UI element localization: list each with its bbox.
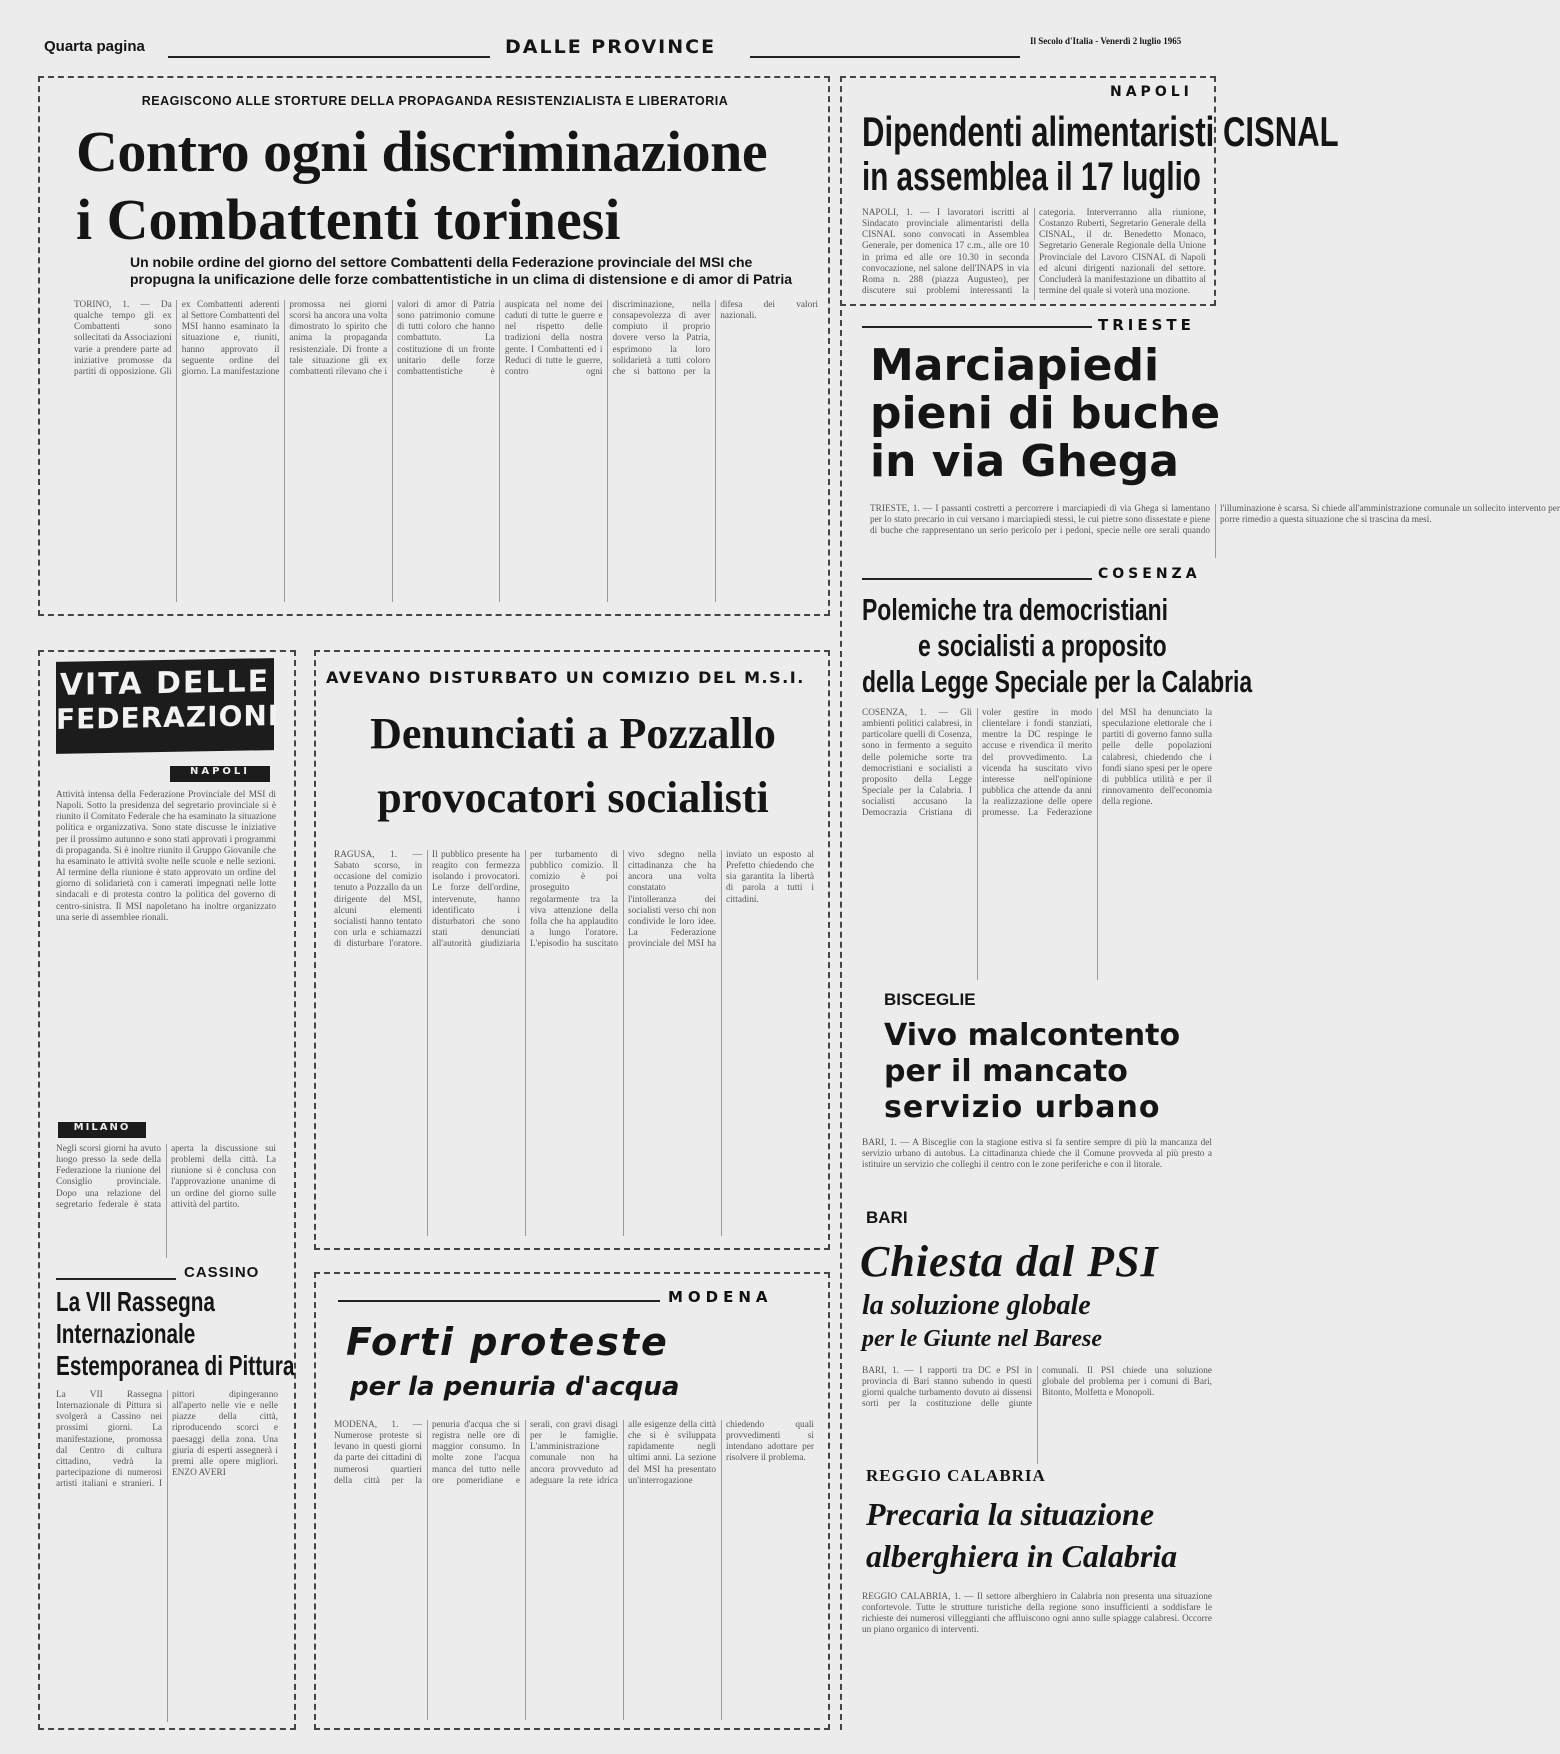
trieste-headline-2: pieni di buche bbox=[870, 388, 1221, 439]
trieste-rule bbox=[862, 326, 1092, 328]
cassino-tag: CASSINO bbox=[184, 1264, 260, 1281]
trieste-tag: TRIESTE bbox=[1098, 316, 1195, 334]
bari-headline-1: Chiesta dal PSI bbox=[860, 1237, 1159, 1286]
napoli-body: NAPOLI, 1. — I lavoratori iscritti al Sindacato provinciale alimentaristi della CISNAL sono convocati in Assemblea Generale, per domenica 17 c.m., alle ore 10 in prima ed alle ore 10.30 in seconda convocazione, nel salone dell'INAPS in via Roma n. 288 (piazza Augusteo), per discutere sui problemi interessanti la categoria. Interverranno alla riunione, Costanzo Ruberti, Segretario Generale della CISNAL, il dr. Benedetto Monaco, Segretario Generale Regionale della Unione Provinciale del Lavoro CISNAL di Napoli ed alcuni dirigenti nazionali del settore. Concluderà la manifestazione un dibattito al termine del quale si voterà una mozione. bbox=[862, 208, 1206, 297]
cosenza-headline-3: della Legge Speciale per la Calabria bbox=[862, 664, 1253, 699]
bisceglie-headline-2: per il mancato bbox=[884, 1054, 1128, 1089]
pozzallo-headline-2: provocatori socialisti bbox=[377, 773, 769, 822]
vita-milano-tag: MILANO bbox=[58, 1122, 146, 1138]
torino-summary: Un nobile ordine del giorno del settore Combattenti della Federazione provinciale del MSI che propugna la unificazione delle forze combattentistiche in un clima di distensione e di amor di Patria bbox=[130, 254, 793, 288]
modena-body: MODENA, 1. — Numerose proteste si levano in questi giorni da parte dei cittadini di numerosi quartieri della città per la penuria d'acqua che si registra nelle ore di maggior consumo. In molte zone l'acqua manca del tutto nelle ore pomeridiane e serali, con gravi disagi per le famiglie. L'amministrazione comunale non ha ancora provveduto ad adeguare la rete idrica alle esigenze della città che si è sviluppata rapidamente negli ultimi anni. La sezione del MSI ha presentato un'interrogazione chiedendo quali provvedimenti si intendano adottare per risolvere il problema. bbox=[334, 1420, 814, 1486]
bari-headline-2: la soluzione globale bbox=[862, 1290, 1091, 1321]
vita-napoli-tag: NAPOLI bbox=[170, 766, 270, 782]
cassino-headline-2: Internazionale bbox=[56, 1318, 196, 1349]
torino-kicker: REAGISCONO ALLE STORTURE DELLA PROPAGANDA RESISTENZIALISTA E LIBERATORIA bbox=[141, 94, 729, 108]
cosenza-rule bbox=[862, 578, 1092, 580]
header-rule-right bbox=[750, 56, 1020, 58]
trieste-headline-1: Marciapiedi bbox=[870, 340, 1160, 391]
cosenza-body: COSENZA, 1. — Gli ambienti politici calabresi, in particolare quelli di Cosenza, sono in fermento a seguito delle polemiche sorte tra democristiani e socialisti a proposito della Legge Speciale per la Calabria. I socialisti accusano la Democrazia Cristiana di voler gestire in modo clientelare i fondi stanziati, mentre la DC respinge le accuse e rivendica il merito del provvedimento. La vicenda ha suscitato vivo interesse nell'opinione pubblica che attende da anni la realizzazione delle opere promesse. La Federazione del MSI ha denunciato la speculazione elettorale che i partiti di governo fanno sulla pelle delle popolazioni calabresi, chiedendo che i fondi siano spesi per le opere di pubblica utilità e per il rinnovamento dell'economia della regione. bbox=[862, 708, 1212, 819]
napoli-headline-2: in assemblea il 17 luglio bbox=[862, 155, 1201, 199]
bisceglie-body: BARI, 1. — A Bisceglie con la stagione estiva si fa sentire sempre di più la mancanza del servizio urbano di autobus. La cittadinanza chiede che il Comune provveda al più presto a istituire un servizio che colleghi il centro con le zone periferiche e con il litorale. bbox=[862, 1138, 1212, 1171]
cosenza-headline-2: e socialisti a proposito bbox=[918, 628, 1167, 663]
bari-tag: BARI bbox=[866, 1208, 908, 1227]
napoli-headline-1: Dipendenti alimentaristi CISNAL bbox=[862, 108, 1339, 155]
pozzallo-body: RAGUSA, 1. — Sabato scorso, in occasione del comizio tenuto a Pozzallo da un dirigente del MSI, alcuni elementi socialisti hanno tentato con urla e schiamazzi di disturbare l'oratore. Il pubblico presente ha reagito con fermezza isolando i provocatori. Le forze dell'ordine, intervenute, hanno identificato i disturbatori che sono stati denunciati all'autorità giudiziaria per turbamento di pubblico comizio. Il comizio è poi proseguito regolarmente tra la viva attenzione della folla che ha applaudito a lungo l'oratore. L'episodio ha suscitato vivo sdegno nella cittadinanza che ha ancora una volta constatato l'intolleranza dei socialisti verso chi non condivide le loro idee. La Federazione provinciale del MSI ha inviato un esposto al Prefetto chiedendo che sia garantita la libertà di parola a tutti i cittadini. bbox=[334, 850, 814, 950]
modena-headline-2: per la penuria d'acqua bbox=[350, 1372, 680, 1402]
cassino-headline-1: La VII Rassegna bbox=[56, 1286, 215, 1317]
cosenza-headline-1: Polemiche tra democristiani bbox=[862, 592, 1168, 627]
modena-rule bbox=[338, 1300, 660, 1302]
pozzallo-headline-1: Denunciati a Pozzallo bbox=[370, 709, 776, 758]
bisceglie-tag: BISCEGLIE bbox=[884, 990, 976, 1009]
torino-headline-2: i Combattenti torinesi bbox=[76, 187, 621, 252]
vita-logo-line1: VITA DELLE bbox=[59, 664, 271, 703]
torino-body: TORINO, 1. — Da qualche tempo gli ex Combattenti sono sollecitati da Associazioni varie a prendere parte ad iniziative promosse da partiti di opposizione. Gli ex Combattenti aderenti al Settore Combattenti del MSI hanno esaminato la situazione e, riuniti, hanno approvato il seguente ordine del giorno. La manifestazione promossa nei giorni scorsi ha ancora una volta dimostrato lo spirito che anima la propaganda resistenziale. Di fronte a tale situazione gli ex combattenti rilevano che i valori di amor di Patria sono patrimonio comune di tutti coloro che hanno combattuto. La costituzione di un fronte unitario delle forze combattentistiche è auspicata nel nome dei caduti di tutte le guerre e nel rispetto delle tradizioni della nostra gente. I Combattenti ed i Reduci di tutte le guerre, contro ogni discriminazione, nella consapevolezza di aver compiuto il proprio dovere verso la Patria, esprimono la loro solidarietà a tutti coloro che si battono per la difesa dei valori nazionali. bbox=[74, 300, 818, 377]
right-column-divider bbox=[840, 310, 842, 1730]
bisceglie-headline-1: Vivo malcontento bbox=[884, 1018, 1181, 1053]
modena-tag: MODENA bbox=[668, 1288, 773, 1306]
modena-headline-1: Forti proteste bbox=[346, 1320, 669, 1364]
vita-napoli-body: Attività intensa della Federazione Provinciale del MSI di Napoli. Sotto la presidenza del segretario provinciale si è riunito il Comitato Federale che ha esaminato la situazione politica e organizzativa. Sono state discusse le iniziative per il prossimo autunno e sono stati approvati i programmi di propaganda. Si è inoltre riunito il Gruppo Giovanile che ha esaminato le attività svolte nelle scuole e nelle sezioni. Al termine della riunione è stato approvato un ordine del giorno di solidarietà con i camerati impegnati nelle lotte sindacali e di protesta contro la politica del governo di centro-sinistra. Il MSI napoletano ha inoltre organizzato una serie di assemblee rionali. bbox=[56, 790, 276, 923]
cassino-body: La VII Rassegna Internazionale di Pittura si svolgerà a Cassino nei prossimi giorni. La manifestazione, promossa dal Centro di cultura cittadino, vedrà la partecipazione di numerosi artisti italiani e stranieri. I pittori dipingeranno all'aperto nelle vie e nelle piazze della città, riproducendo scorci e paesaggi della zona. Una giuria di esperti assegnerà i premi alle opere migliori. ENZO AVERI bbox=[56, 1390, 278, 1490]
trieste-headline-3: in via Ghega bbox=[870, 436, 1179, 487]
header-rule-left bbox=[168, 56, 490, 58]
reggio-headline-2: alberghiera in Calabria bbox=[866, 1538, 1178, 1574]
page-label: Quarta pagina bbox=[44, 38, 145, 55]
trieste-body: TRIESTE, 1. — I passanti costretti a percorrere i marciapiedi di via Ghega si lamentano per lo stato precario in cui versano i marciapiedi stessi, le cui pietre sono dissestate e piene di buche che rappresentano un serio pericolo per i pedoni, specie nelle ore serali quando l'illuminazione è scarsa. Si chiede all'amministrazione comunale un sollecito intervento per porre rimedio a questa situazione che si trascina da mesi. bbox=[870, 504, 1560, 537]
reggio-tag: REGGIO CALABRIA bbox=[866, 1466, 1046, 1485]
bari-headline-3: per le Giunte nel Barese bbox=[862, 1326, 1102, 1352]
cosenza-tag: COSENZA bbox=[1098, 566, 1201, 582]
bari-body: BARI, 1. — I rapporti tra DC e PSI in provincia di Bari stanno subendo in questi giorni qualche turbamento dovuto ai dissensi sorti per la costituzione delle giunte comunali. Il PSI chiede una soluzione globale del problema per i comuni di Bari, Bitonto, Molfetta e Monopoli. bbox=[862, 1366, 1212, 1410]
torino-headline-1: Contro ogni discriminazione bbox=[76, 119, 768, 184]
vita-milano-body: Negli scorsi giorni ha avuto luogo presso la sede della Federazione la riunione del Consiglio provinciale. Dopo una relazione del segretario federale è stata aperta la discussione sui problemi della città. La riunione si è conclusa con l'approvazione unanime di un ordine del giorno sulle attività del partito. bbox=[56, 1144, 276, 1210]
newspaper-date: Il Secolo d'Italia - Venerdì 2 luglio 1965 bbox=[1030, 36, 1182, 46]
cassino-rule bbox=[56, 1278, 176, 1280]
napoli-tag: NAPOLI bbox=[1110, 84, 1193, 100]
section-title: DALLE PROVINCE bbox=[505, 36, 717, 58]
pozzallo-kicker: AVEVANO DISTURBATO UN COMIZIO DEL M.S.I. bbox=[326, 668, 805, 687]
reggio-body: REGGIO CALABRIA, 1. — Il settore alberghiero in Calabria non presenta una situazione confortevole. Tutte le strutture turistiche della regione sono insufficienti a soddisfare le richieste dei numerosi villeggianti che affluiscono ogni anno sulle spiagge calabresi. Occorre un piano organico di interventi. bbox=[862, 1592, 1212, 1636]
bisceglie-headline-3: servizio urbano bbox=[884, 1090, 1161, 1125]
reggio-headline-1: Precaria la situazione bbox=[866, 1496, 1155, 1532]
vita-logo-line2: FEDERAZIONI bbox=[56, 699, 280, 736]
vita-logo bbox=[56, 658, 280, 754]
cassino-headline-3: Estemporanea di Pittura bbox=[56, 1350, 295, 1381]
